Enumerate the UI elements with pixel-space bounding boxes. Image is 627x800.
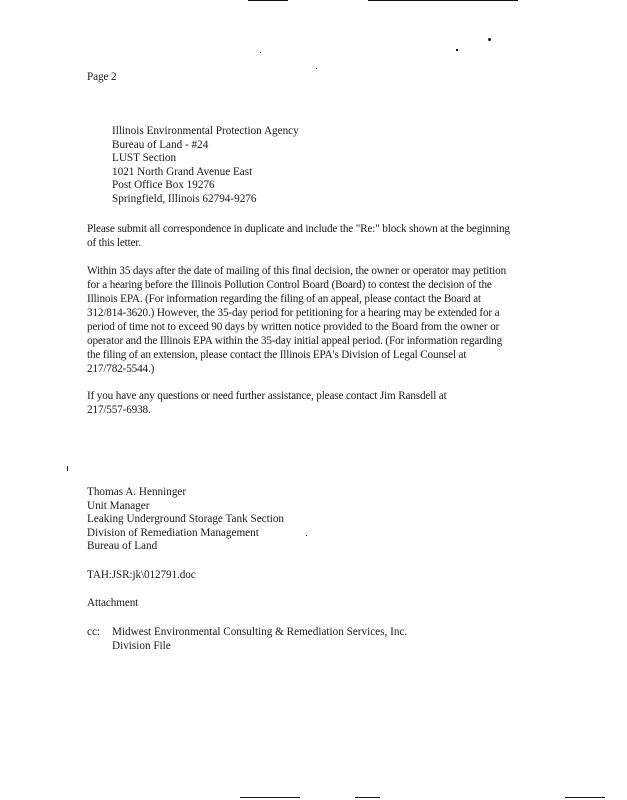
cc-recipient: Division File: [112, 639, 171, 652]
scan-edge-line-top-right: [368, 0, 518, 1]
paragraph-line: the filing of an extension, please contact the Illinois EPA's Division of Legal Counsel at: [87, 349, 467, 361]
scan-edge-line-bottom: [355, 797, 380, 798]
signer-title: Unit Manager: [87, 499, 150, 512]
scan-speck: [488, 38, 491, 41]
attachment-label: Attachment: [87, 597, 139, 609]
scan-edge-line-bottom: [565, 797, 605, 798]
scan-speck: [456, 49, 458, 51]
scan-speck: [260, 52, 261, 53]
reference-initials: TAH:JSR:jk\012791.doc: [87, 569, 196, 581]
paragraph-line: operator and the Illinois EPA within the 35-day initial appeal period. (For information regarding: [87, 335, 503, 347]
signer-bureau: Bureau of Land: [87, 540, 158, 553]
signer-name: Thomas A. Henninger: [87, 486, 187, 498]
correspondence-paragraph: [87, 222, 510, 250]
paragraph-line: 312/814-3620.) However, the 35-day period for petitioning for a hearing may be extended for a: [87, 307, 500, 319]
address-line: LUST Section: [112, 152, 177, 165]
address-line: 1021 North Grand Avenue East: [112, 165, 253, 178]
address-line: Post Office Box 19276: [112, 179, 215, 192]
paragraph-line: period of time not to exceed 90 days by written notice provided to the Board from the owner or: [87, 321, 500, 333]
cc-recipient: Midwest Environmental Consulting & Remediation Services, Inc.: [112, 626, 408, 638]
scan-speck: [316, 68, 317, 69]
cc-label: cc:: [87, 626, 101, 638]
page-number: Page 2: [87, 71, 117, 83]
recipient-address: [112, 125, 299, 207]
appeal-paragraph: [87, 264, 506, 376]
address-line: Illinois Environmental Protection Agency: [112, 125, 299, 137]
paragraph-line: Please submit all correspondence in duplicate and include the "Re:" block shown at the beginning: [87, 223, 510, 235]
signature-block: [87, 486, 284, 554]
scan-tick-mark: [67, 466, 68, 471]
scan-edge-line-top-left: [248, 0, 288, 1]
signer-section: Leaking Underground Storage Tank Section: [87, 513, 285, 526]
address-line: Springfield, Illinois 62794-9276: [112, 192, 257, 205]
paragraph-line: of this letter.: [87, 237, 141, 249]
contact-paragraph: [87, 389, 447, 417]
paragraph-line: If you have any questions or need further assistance, please contact Jim Ransdell at: [87, 390, 447, 402]
paragraph-line: 217/782-5544.): [87, 363, 155, 375]
scan-edge-line-bottom: [240, 797, 300, 798]
scan-speck: [306, 535, 307, 536]
signer-division: Division of Remediation Management: [87, 526, 259, 539]
paragraph-line: Illinois EPA. (For information regarding the filing of an appeal, please contact the Board at: [87, 293, 481, 305]
paragraph-line: Within 35 days after the date of mailing of this final decision, the owner or operator may petition: [87, 265, 507, 277]
cc-recipients: [112, 626, 407, 653]
paragraph-line: for a hearing before the Illinois Pollution Control Board (Board) to contest the decision of the: [87, 279, 492, 291]
paragraph-line: 217/557-6938.: [87, 404, 151, 416]
address-line: Bureau of Land - #24: [112, 138, 209, 151]
